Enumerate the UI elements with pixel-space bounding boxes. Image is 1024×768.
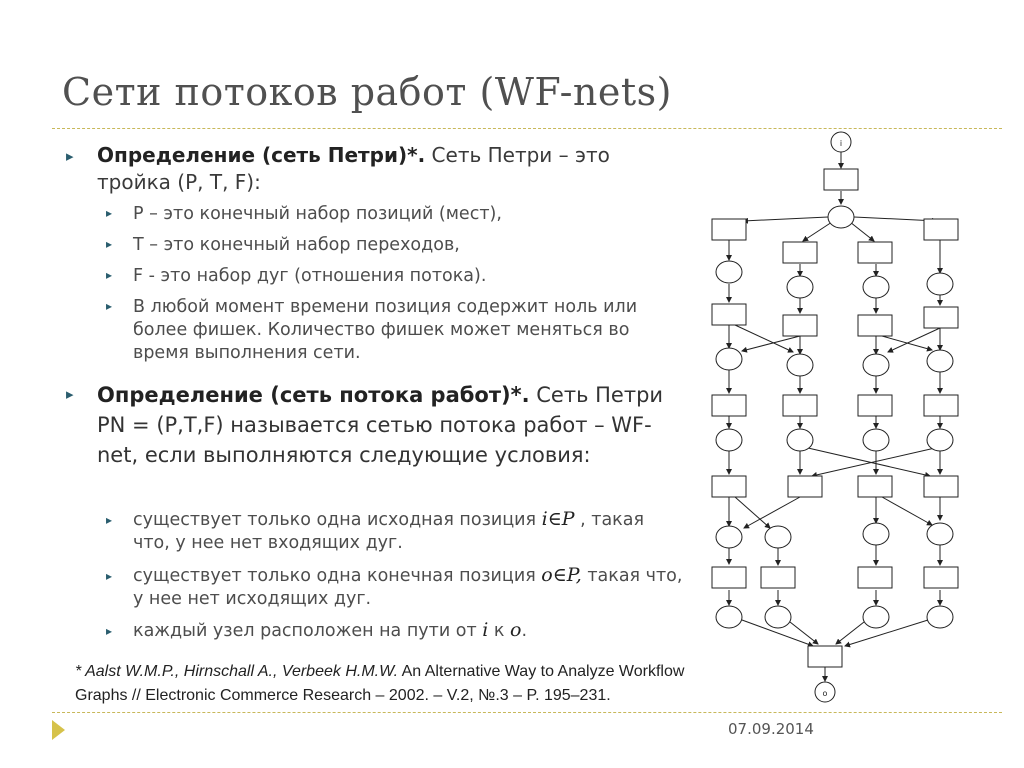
transition [783,242,817,263]
definition-workflow-net-heading: Определение (сеть потока работ)*. [97,383,530,407]
transition [924,395,958,416]
transition [712,476,746,497]
footer-divider [52,712,1002,713]
sub-bullet-icon: ▸ [106,237,113,251]
place [716,606,742,628]
transition [858,315,892,336]
transition [808,646,842,667]
bullet-arrow-icon: ▸ [66,385,74,403]
list-item [133,564,683,611]
condition-path-text: каждый узел расположен на пути от [133,621,483,641]
condition-source-tail: , такая что, у нее нет входящих дуг. [133,510,645,553]
transition [858,476,892,497]
condition-path-tail: . [521,621,528,641]
transition [824,169,858,190]
place [863,606,889,628]
transitions [712,169,958,667]
place [863,429,889,451]
place [927,523,953,545]
list-item: В любой момент времени позиция содержит ноль или более фишек. Количество фишек может меняться во время выполнения сети. [133,297,638,363]
transition [924,219,958,240]
footnote-reference [75,660,725,708]
place [716,429,742,451]
list-item [133,619,693,643]
transition [924,567,958,588]
condition-path-mid: к [488,621,511,641]
transition [924,476,958,497]
end-place-label: o [822,689,828,698]
transition [858,395,892,416]
sub-bullet-icon: ▸ [106,513,113,527]
source-place-math: i∈P [541,508,575,530]
sub-bullet-icon: ▸ [106,268,113,282]
place [927,429,953,451]
condition-sink-text: существует только одна конечная позиция [133,566,542,586]
footnote-text: An Alternative Way to Analyze Workflow Graphs // Electronic Commerce Research – 2002. – V.2, №.3 – P. 195–231. [75,663,685,704]
condition-sink-tail: такая что, у нее нет исходящих дуг. [133,566,683,609]
start-place-label: i [839,139,843,148]
transition [858,567,892,588]
definition-petri-net-heading: Определение (сеть Петри)*. [97,143,426,167]
place [765,526,791,548]
sub-bullet-icon: ▸ [106,299,113,313]
bullet-arrow-icon: ▸ [66,147,74,165]
transition [924,307,958,328]
slide-title: Сети потоков работ (WF-nets) [62,70,672,114]
place [765,606,791,628]
place [716,348,742,370]
place [927,606,953,628]
transition [712,304,746,325]
place [863,523,889,545]
places [716,206,953,628]
transition [858,242,892,263]
place [716,261,742,283]
place [927,350,953,372]
list-item: F - это набор дуг (отношения потока). [133,266,487,286]
sink-place-math: o∈P, [541,564,582,586]
list-item: P – это конечный набор позиций (мест), [133,204,502,224]
transition [783,395,817,416]
place [787,354,813,376]
footnote-authors: * Aalst W.M.P., Hirnschall A., Verbeek H.M.W. [75,663,399,680]
place [787,276,813,298]
place [716,526,742,548]
sub-bullet-icon: ▸ [106,624,113,638]
condition-source-text: существует только одна исходная позиция [133,510,542,530]
place [927,273,953,295]
place [828,206,854,228]
place [787,429,813,451]
place [863,276,889,298]
transition [712,219,746,240]
slide-date: 07.09.2014 [728,720,814,738]
list-item [133,508,683,555]
footer-triangle-icon [52,720,65,740]
sub-bullet-icon: ▸ [106,206,113,220]
transition [712,395,746,416]
path-from-math: i [482,619,489,641]
definition-workflow-net [97,380,677,470]
path-to-math: o [510,619,522,641]
transition [783,315,817,336]
place [863,354,889,376]
definition-petri-net-text: Сеть Петри – это тройка (P, T, F): [97,143,610,194]
transition [761,567,795,588]
definition-petri-net [97,142,687,196]
definition-workflow-net-text: Сеть Петри PN = (P,T,F) называется сетью потока работ – WF-net, если выполняются следующие условия: [97,383,664,467]
transition [788,476,822,497]
transition [712,567,746,588]
list-item: T – это конечный набор переходов, [133,235,460,255]
sub-bullet-icon: ▸ [106,569,113,583]
workflow-net-diagram [700,125,1000,710]
